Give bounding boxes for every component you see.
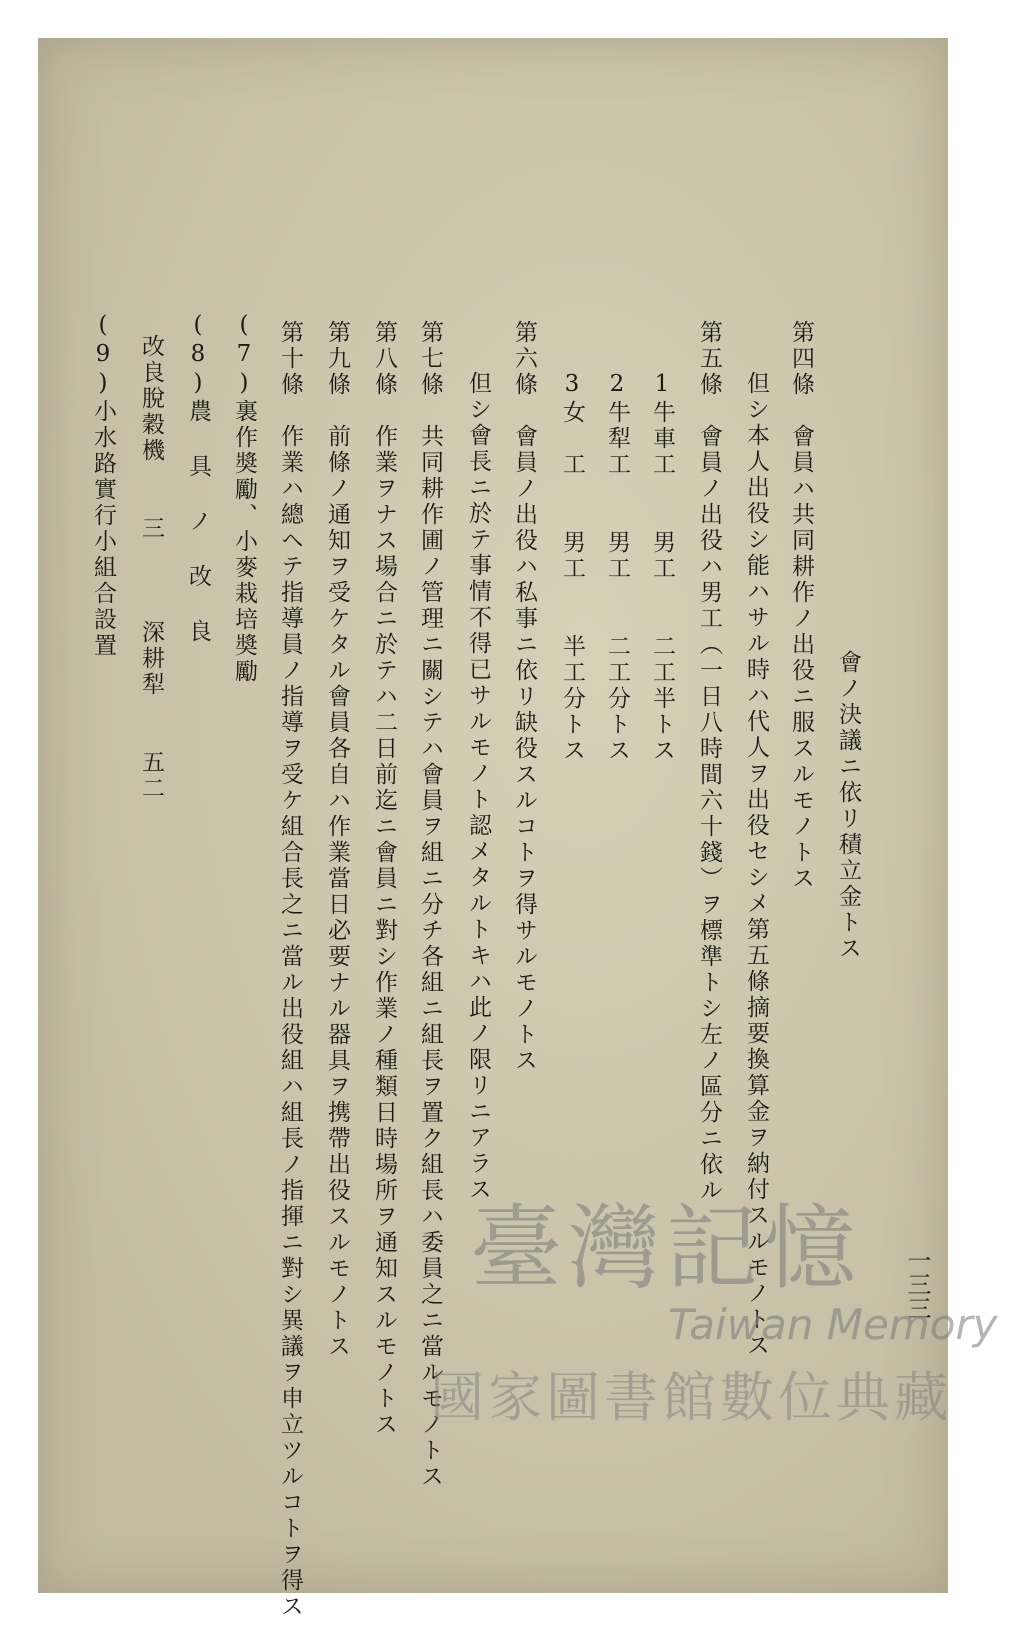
text-column: 但シ本人出役シ能ハサル時ハ代人ヲ出役セシメ第五條摘要換算金ヲ納付スルモノトス — [743, 371, 769, 1359]
text-column: 第六條 會員ノ出役ハ私事ニ依リ缺役スルコトヲ得サルモノトス — [511, 320, 537, 1074]
document-page — [38, 38, 948, 1620]
text-column: 第五條 會員ノ出役ハ男工（一日八時間六十錢）ヲ標準トシ左ノ區分ニ依ル — [696, 320, 722, 1204]
text-column: (8)農 具 ノ 改 良 — [185, 312, 211, 645]
text-column: (7)裏作奬勵、小麥栽培奬勵 — [231, 312, 257, 685]
text-column: 改良脫穀機 三 深耕犁 五二 — [138, 334, 164, 802]
watermark-library: 國家圖書館數位典藏 — [430, 1366, 952, 1429]
text-column: 第八條 作業ヲナス場合ニ於テハ二日前迄ニ會員ニ對シ作業ノ種類日時場所ヲ通知スルモノトス — [371, 320, 397, 1438]
text-column: 第四條 會員ハ共同耕作ノ出役ニ服スルモノトス — [788, 320, 814, 892]
text-column: 第十條 作業ハ總ヘテ指導員ノ指導ヲ受ケ組合長之ニ當ル出役組ハ組長ノ指揮ニ對シ異議ヲ申立ツルコトヲ得ス — [277, 320, 303, 1620]
text-column: 但シ會長ニ於テ事情不得已サルモノト認メタルトキハ此ノ限リニアラス — [465, 371, 491, 1203]
text-column: 第七條 共同耕作圃ノ管理ニ關シテハ會員ヲ組ニ分チ各組ニ組長ヲ置ク組長ハ委員之ニ當ルモノトス — [417, 320, 443, 1490]
watermark-title: 臺灣記憶 — [470, 1195, 863, 1302]
text-column: 1牛車工 男工 二工半トス — [649, 371, 675, 764]
text-column: 2牛犁工 男工 二工分トス — [604, 371, 630, 764]
watermark-subtitle: Taiwan Memory — [668, 1300, 998, 1349]
text-column: 3女 工 男工 半工分トス — [559, 371, 585, 764]
text-column: 第九條 前條ノ通知ヲ受ケタル會員各自ハ作業當日必要ナル器具ヲ携帶出役スルモノトス — [324, 320, 350, 1360]
text-column: (9)小水路實行小組合設置 — [90, 312, 116, 659]
text-column: 會ノ決議ニ依リ積立金トス — [835, 650, 861, 962]
page-number: 一三三 — [903, 1248, 931, 1320]
